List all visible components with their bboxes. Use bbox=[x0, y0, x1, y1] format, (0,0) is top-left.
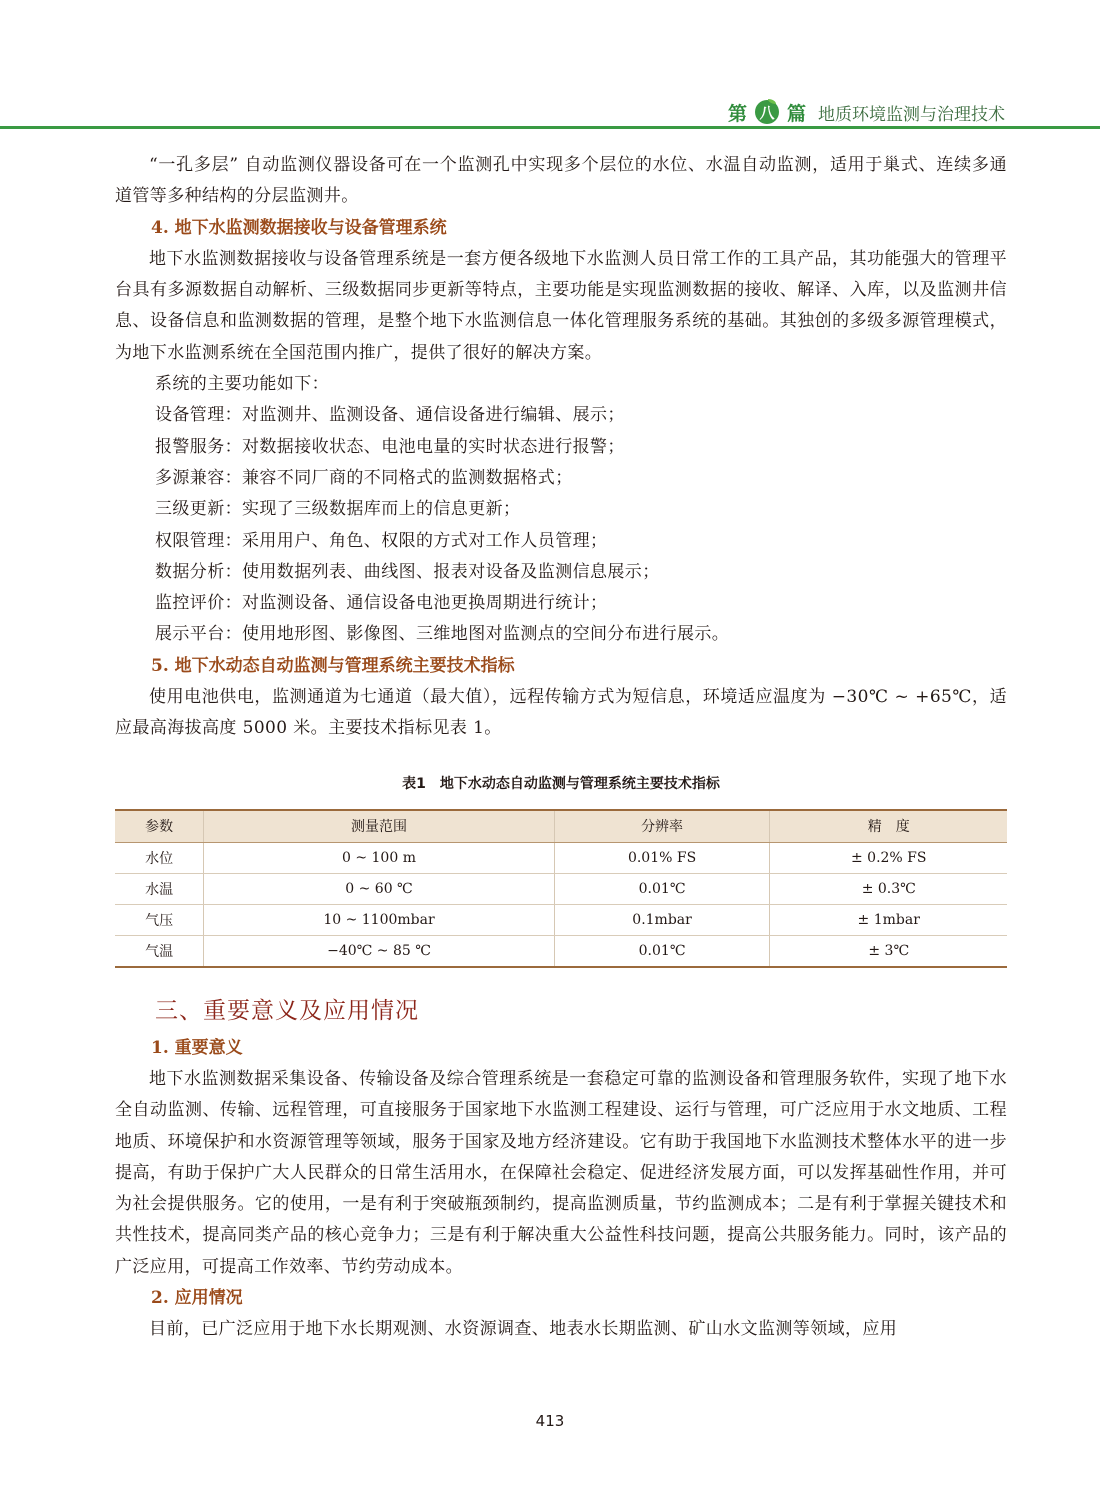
table-cell: 水位 bbox=[115, 842, 204, 873]
subheading-application: 2. 应用情况 bbox=[151, 1288, 243, 1309]
table-cell: 气温 bbox=[115, 935, 204, 967]
column-header: 测量范围 bbox=[204, 810, 554, 843]
functions-list bbox=[115, 400, 1007, 650]
table-cell: 0.01℃ bbox=[554, 935, 770, 967]
column-header: 分辨率 bbox=[554, 810, 770, 843]
list-item: 报警服务：对数据接收状态、电池电量的实时状态进行报警； bbox=[155, 436, 625, 457]
page-content bbox=[115, 150, 1007, 1346]
chapter-title: 地质环境监测与治理技术 bbox=[818, 104, 1005, 125]
table-cell: 气压 bbox=[115, 904, 204, 935]
subheading-4: 4. 地下水监测数据接收与设备管理系统 bbox=[151, 217, 447, 238]
header-title bbox=[728, 100, 1005, 124]
table-row bbox=[115, 873, 1007, 904]
list-item: 多源兼容：兼容不同厂商的不同格式的监测数据格式； bbox=[155, 467, 573, 488]
table-cell: 0.01% FS bbox=[554, 842, 770, 873]
paragraph-significance: 地下水监测数据采集设备、传输设备及综合管理系统是一套稳定可靠的监测设备和管理服务软件，实现了地下水全自动监测、传输、远程管理，可直接服务于国家地下水监测工程建设、运行与管理，可广泛应用于水文地质、工程地质、环境保护和水资源管理等领域，服务于国家及地方经济建设。它有助于我国地下水监测技术整体水平的进一步提高，有助于保护广大人民群众的日常生活用水，在保障社会稳定、促进经济发展方面，可以发挥基础性作用，并可为社会提供服务。它的使用，一是有利于突破瓶颈制约，提高监测质量，节约监测成本；二是有利于掌握关键技术和共性技术，提高同类产品的核心竞争力；三是有利于解决重大公益性科技问题，提高公共服务能力。同时，该产品的广泛应用，可提高工作效率、节约劳动成本。 bbox=[115, 1068, 1007, 1277]
table-row bbox=[115, 935, 1007, 967]
list-item: 权限管理：采用用户、角色、权限的方式对工作人员管理； bbox=[155, 530, 608, 551]
table-header-row bbox=[115, 810, 1007, 843]
subheading-significance: 1. 重要意义 bbox=[151, 1037, 243, 1058]
table-cell: ± 1mbar bbox=[770, 904, 1007, 935]
list-item: 设备管理：对监测井、监测设备、通信设备进行编辑、展示； bbox=[155, 405, 625, 426]
header-divider bbox=[0, 126, 1100, 129]
part-number: 八 bbox=[759, 103, 775, 122]
paragraph-multilayer: “一孔多层” 自动监测仪器设备可在一个监测孔中实现多个层位的水位、水温自动监测，适用于巢式、连续多通道管等多种结构的分层监测井。 bbox=[115, 155, 1007, 207]
paragraph-specs: 使用电池供电，监测通道为七通道（最大值），远程传输方式为短信息，环境适应温度为 −30℃ ~ +65℃，适应最高海拔高度 5000 米。主要技术指标见表 1。 bbox=[115, 687, 1007, 739]
part-number-badge-icon bbox=[755, 100, 779, 124]
paragraph-system-intro: 地下水监测数据接收与设备管理系统是一套方便各级地下水监测人员日常工作的工具产品，其功能强大的管理平台具有多源数据自动解析、三级数据同步更新等特点，主要功能是实现监测数据的接收、解译、入库，以及监测井信息、设备信息和监测数据的管理，是整个地下水监测信息一体化管理服务系统的基础。其独创的多级多源管理模式，为地下水监测系统在全国范围内推广，提供了很好的解决方案。 bbox=[115, 248, 1007, 363]
table-cell: ± 0.3℃ bbox=[770, 873, 1007, 904]
table-cell: 水温 bbox=[115, 873, 204, 904]
page-number: 413 bbox=[535, 1412, 565, 1430]
list-item: 展示平台：使用地形图、影像图、三维地图对监测点的空间分布进行展示。 bbox=[155, 624, 730, 645]
section-heading: 三、重要意义及应用情况 bbox=[155, 997, 419, 1024]
part-prefix: 第 bbox=[727, 102, 747, 125]
table-cell: −40℃ ~ 85 ℃ bbox=[204, 935, 554, 967]
table-cell: ± 3℃ bbox=[770, 935, 1007, 967]
part-suffix: 篇 bbox=[786, 102, 806, 125]
paragraph-application: 目前，已广泛应用于地下水长期观测、水资源调查、地表水长期监测、矿山水文监测等领域，应用 bbox=[149, 1319, 898, 1340]
table-cell: 10 ~ 1100mbar bbox=[204, 904, 554, 935]
list-item: 三级更新：实现了三级数据库而上的信息更新； bbox=[155, 499, 521, 520]
table-cell: ± 0.2% FS bbox=[770, 842, 1007, 873]
table-cell: 0.01℃ bbox=[554, 873, 770, 904]
column-header: 参数 bbox=[115, 810, 204, 843]
list-item: 监控评价：对监测设备、通信设备电池更换周期进行统计； bbox=[155, 593, 608, 614]
table-row bbox=[115, 842, 1007, 873]
table-cell: 0.1mbar bbox=[554, 904, 770, 935]
list-item: 数据分析：使用数据列表、曲线图、报表对设备及监测信息展示； bbox=[155, 561, 660, 582]
subheading-5: 5. 地下水动态自动监测与管理系统主要技术指标 bbox=[151, 655, 515, 676]
table-caption: 表1 地下水动态自动监测与管理系统主要技术指标 bbox=[402, 775, 720, 792]
table-cell: 0 ~ 100 m bbox=[204, 842, 554, 873]
functions-intro: 系统的主要功能如下： bbox=[155, 374, 329, 395]
table-row bbox=[115, 904, 1007, 935]
specs-table bbox=[115, 809, 1007, 968]
column-header: 精 度 bbox=[770, 810, 1007, 843]
table-cell: 0 ~ 60 ℃ bbox=[204, 873, 554, 904]
page-header bbox=[0, 96, 1100, 128]
